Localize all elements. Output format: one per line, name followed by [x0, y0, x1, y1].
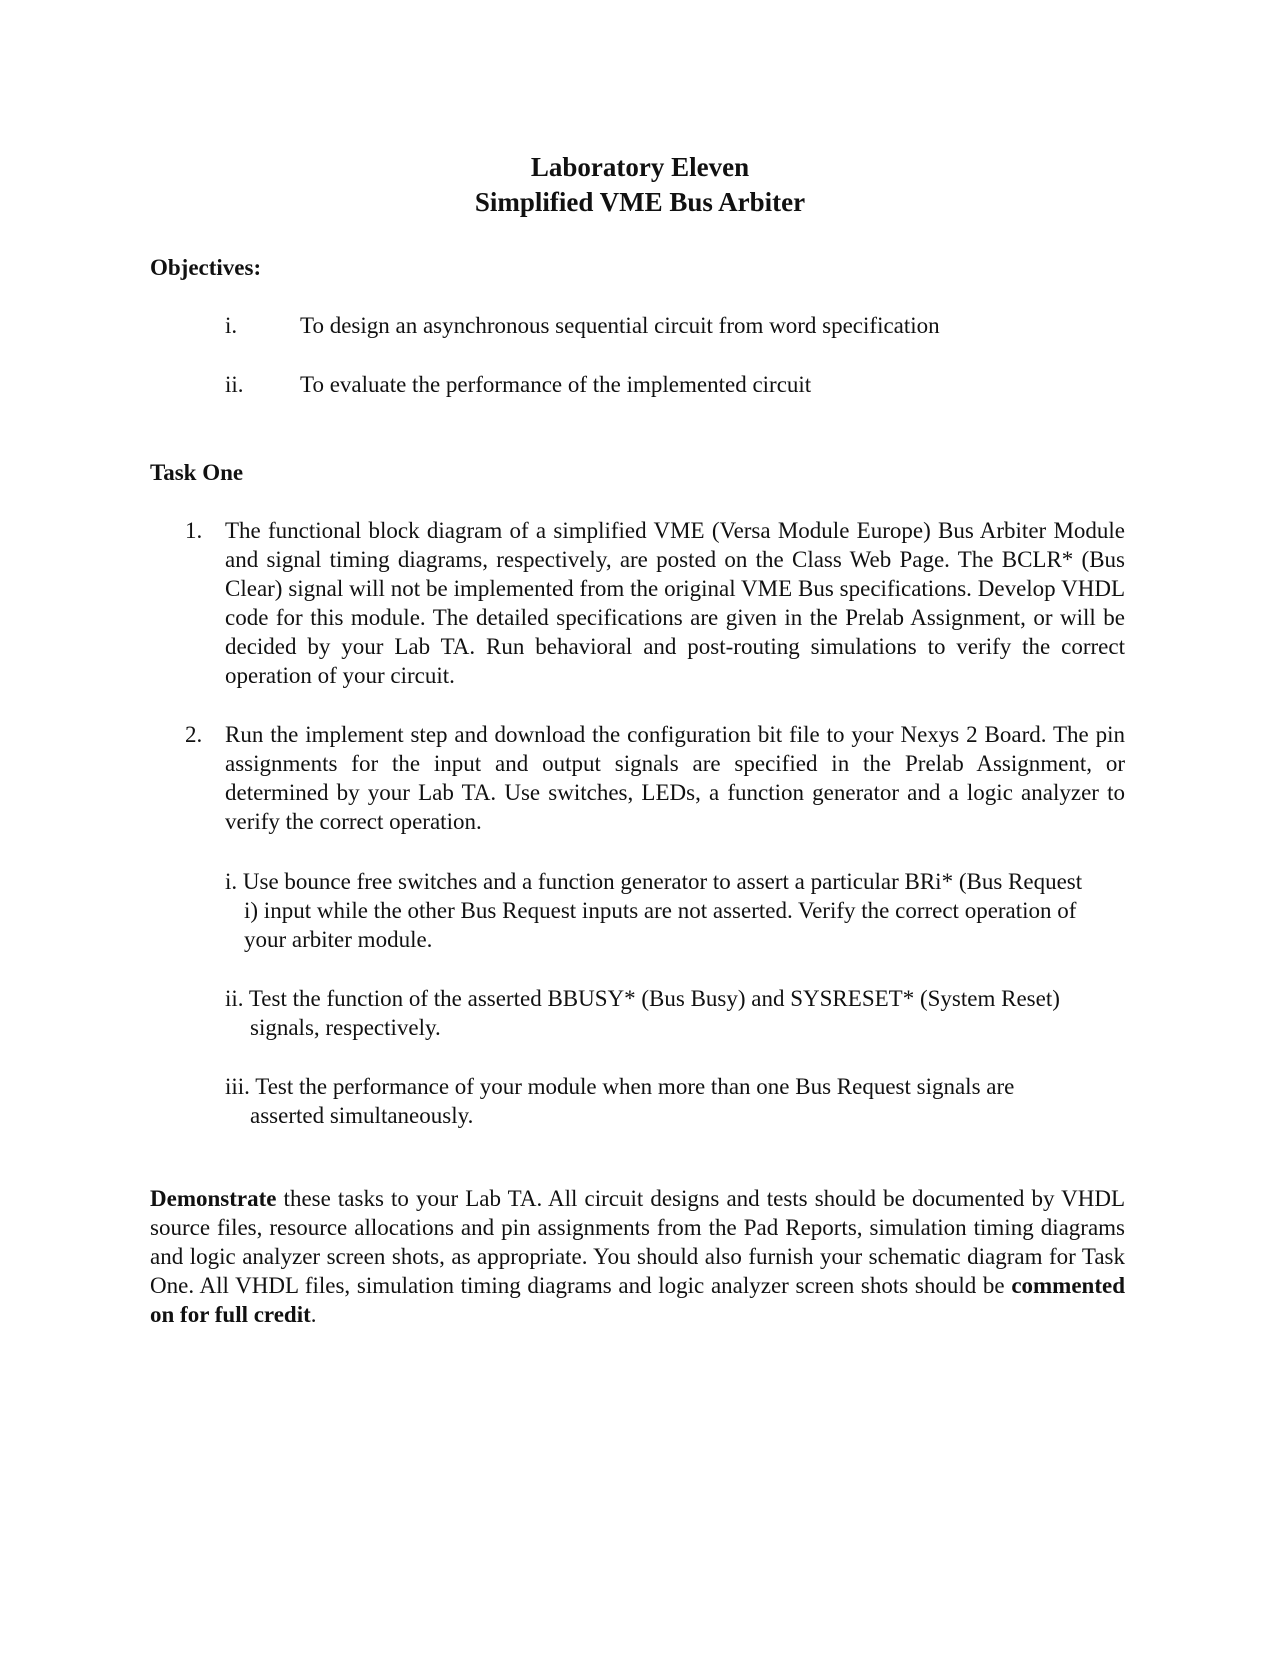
task-one-heading: Task One [150, 460, 244, 485]
sub-item-iii [225, 1072, 1125, 1130]
task-item-text: The functional block diagram of a simplified VME (Versa Module Europe) Bus Arbiter Module and signal timing diagrams, respectively, are posted on the Class Web Page. The BCLR* (Bus Clear) signal will not be implemented from the original VME Bus specifications. Develop VHDL code for this module. The detailed specifications are given in the Prelab Assignment, or will be decided by your Lab TA. Run behavioral and post-routing simulations to verify the correct operation of your circuit. [225, 518, 1125, 688]
sub-item-i [225, 867, 1125, 954]
task-item-text: Run the implement step and download the configuration bit file to your Nexys 2 Board. The pin assignments for the input and output signals are specified in the Prelab Assignment, or determined by your Lab TA. Use switches, LEDs, a function generator and a logic analyzer to verify the correct operation. [225, 722, 1125, 834]
demonstrate-tail-end: . [310, 1302, 317, 1327]
task-item-1 [185, 516, 1125, 690]
sub-item-line: iii. Test the performance of your module when more than one Bus Request signals are [225, 1074, 1015, 1099]
sub-item-line: i) input while the other Bus Request inputs are not asserted. Verify the correct operation of [244, 898, 1077, 923]
demonstrate-lead: Demonstrate [150, 1186, 277, 1211]
objectives-heading: Objectives: [150, 255, 262, 280]
task-item-number: 1. [185, 518, 203, 543]
title-line-2: Simplified VME Bus Arbiter [474, 187, 806, 217]
objective-text: To design an asynchronous sequential circuit from word specification [300, 313, 940, 338]
demonstrate-body: these tasks to your Lab TA. All circuit designs and tests should be documented by VHDL source files, resource allocations and pin assignments from the Pad Reports, simulation timing diagrams and logic analyzer screen shots, as appropriate. You should also furnish your schematic diagram for Task One. All VHDL files, simulation timing diagrams and logic analyzer screen shots should be [150, 1186, 1125, 1298]
sub-item-line: your arbiter module. [244, 927, 433, 952]
sub-item-line: asserted simultaneously. [250, 1103, 474, 1128]
objective-number: ii. [225, 372, 244, 397]
demonstrate-tail-bold: commented on for full credit [150, 1273, 1125, 1327]
title-line-1: Laboratory Eleven [530, 152, 750, 182]
objective-text: To evaluate the performance of the implemented circuit [300, 372, 812, 397]
document-title [0, 150, 1280, 220]
sub-item-line: i. Use bounce free switches and a function generator to assert a particular BRi* (Bus Request [225, 869, 1083, 894]
sub-item-ii [225, 984, 1125, 1042]
sub-item-line: signals, respectively. [250, 1015, 441, 1040]
task-item-2 [185, 720, 1125, 836]
objective-number: i. [225, 313, 238, 338]
demonstrate-paragraph [150, 1184, 1125, 1329]
task-item-number: 2. [185, 722, 203, 747]
sub-item-line: ii. Test the function of the asserted BBUSY* (Bus Busy) and SYSRESET* (System Reset) [225, 986, 1060, 1011]
